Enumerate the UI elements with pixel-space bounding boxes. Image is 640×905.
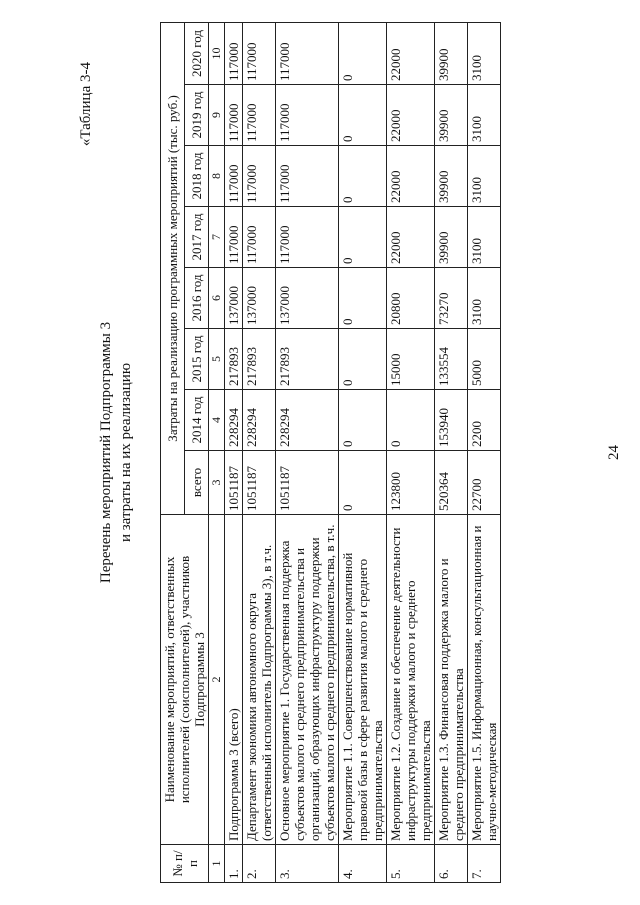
row-total-value: 520364 <box>435 451 468 515</box>
row-year-value: 22000 <box>387 85 435 146</box>
header-row-1 <box>161 22 185 882</box>
table-label: «Таблица 3-4 <box>78 62 94 147</box>
row-year-value: 117000 <box>276 146 339 207</box>
table-row <box>225 22 243 882</box>
table-title-line2: и затраты на их реализацию <box>118 362 134 543</box>
row-number: 4. <box>339 845 387 883</box>
row-name: Мероприятие 1.5. Информационная, консультационная и научно-методическая <box>468 515 501 845</box>
column-index: 7 <box>209 207 225 268</box>
header-year: 2014 год <box>185 390 209 451</box>
row-name: Мероприятие 1.3. Финансовая поддержка малого и среднего предпринимательства <box>435 515 468 845</box>
row-total-value: 1051187 <box>243 451 276 515</box>
row-year-value: 0 <box>339 85 387 146</box>
row-year-value: 39900 <box>435 207 468 268</box>
row-number: 1. <box>225 845 243 883</box>
row-year-value: 117000 <box>276 207 339 268</box>
row-year-value: 0 <box>339 146 387 207</box>
row-year-value: 217893 <box>276 329 339 390</box>
row-year-value: 22000 <box>387 22 435 84</box>
row-number: 7. <box>468 845 501 883</box>
row-total-value: 22700 <box>468 451 501 515</box>
column-index: 10 <box>209 22 225 84</box>
row-year-value: 117000 <box>243 85 276 146</box>
row-year-value: 0 <box>387 390 435 451</box>
row-year-value: 0 <box>339 207 387 268</box>
table-title <box>96 0 136 905</box>
header-year: 2019 год <box>185 85 209 146</box>
row-year-value: 228294 <box>225 390 243 451</box>
column-index: 4 <box>209 390 225 451</box>
table-row <box>243 22 276 882</box>
row-number: 2. <box>243 845 276 883</box>
page-number: 24 <box>606 445 622 460</box>
row-name: Департамент экономики автономного округа (ответственный исполнитель Подпрограммы 3), в т.ч. <box>243 515 276 845</box>
row-name: Мероприятие 1.1. Совершенствование нормативной правовой базы в сфере развития малого и среднего предпринимательства <box>339 515 387 845</box>
row-year-value: 3100 <box>468 268 501 329</box>
row-year-value: 137000 <box>225 268 243 329</box>
row-year-value: 22000 <box>387 146 435 207</box>
row-year-value: 3100 <box>468 22 501 84</box>
header-year: 2018 год <box>185 146 209 207</box>
row-year-value: 3100 <box>468 85 501 146</box>
table-row <box>387 22 435 882</box>
column-index: 3 <box>209 451 225 515</box>
table-body <box>225 22 501 882</box>
column-index: 5 <box>209 329 225 390</box>
column-index: 2 <box>209 515 225 845</box>
row-year-value: 117000 <box>243 22 276 84</box>
row-number: 5. <box>387 845 435 883</box>
row-number: 6. <box>435 845 468 883</box>
row-year-value: 39900 <box>435 146 468 207</box>
row-year-value: 117000 <box>225 85 243 146</box>
header-costs: Затраты на реализацию программных мероприятий (тыс. руб.) <box>161 22 185 514</box>
measures-table <box>160 22 501 883</box>
row-year-value: 3100 <box>468 146 501 207</box>
column-index: 8 <box>209 146 225 207</box>
row-year-value: 20800 <box>387 268 435 329</box>
row-year-value: 0 <box>339 329 387 390</box>
row-year-value: 137000 <box>276 268 339 329</box>
row-year-value: 5000 <box>468 329 501 390</box>
row-year-value: 117000 <box>276 22 339 84</box>
table-row <box>435 22 468 882</box>
row-year-value: 0 <box>339 22 387 84</box>
row-year-value: 2200 <box>468 390 501 451</box>
row-year-value: 39900 <box>435 85 468 146</box>
header-year: 2016 год <box>185 268 209 329</box>
header-name: Наименование мероприятий, ответственных исполнителей (соисполнителей), участников Подпрограммы 3 <box>161 515 209 845</box>
row-year-value: 217893 <box>243 329 276 390</box>
row-name: Подпрограмма 3 (всего) <box>225 515 243 845</box>
row-name: Мероприятие 1.2. Создание и обеспечение деятельности инфраструктуры поддержки малого и среднего предпринимательства <box>387 515 435 845</box>
row-year-value: 117000 <box>276 85 339 146</box>
header-total: всего <box>185 451 209 515</box>
row-year-value: 117000 <box>225 146 243 207</box>
column-index: 1 <box>209 845 225 883</box>
table-row <box>468 22 501 882</box>
row-year-value: 217893 <box>225 329 243 390</box>
row-year-value: 153940 <box>435 390 468 451</box>
row-year-value: 73270 <box>435 268 468 329</box>
row-year-value: 133554 <box>435 329 468 390</box>
header-num: № п/п <box>161 845 209 883</box>
row-year-value: 117000 <box>243 146 276 207</box>
row-year-value: 117000 <box>225 22 243 84</box>
row-total-value: 123800 <box>387 451 435 515</box>
row-year-value: 15000 <box>387 329 435 390</box>
row-year-value: 0 <box>339 268 387 329</box>
header-year: 2017 год <box>185 207 209 268</box>
table-row <box>276 22 339 882</box>
row-year-value: 117000 <box>225 207 243 268</box>
column-index: 9 <box>209 85 225 146</box>
table-row <box>339 22 387 882</box>
row-year-value: 137000 <box>243 268 276 329</box>
row-year-value: 0 <box>339 390 387 451</box>
row-number: 3. <box>276 845 339 883</box>
column-index-row <box>209 22 225 882</box>
column-index: 6 <box>209 268 225 329</box>
row-total-value: 0 <box>339 451 387 515</box>
row-name: Основное мероприятие 1. Государственная поддержка субъектов малого и среднего предпринимательства и организаций, образующих инфраструктуру поддержки субъектов малого и среднего предпринимательства, в т.ч. <box>276 515 339 845</box>
header-year: 2020 год <box>185 22 209 84</box>
table-title-line1: Перечень мероприятий Подпрограммы 3 <box>98 321 114 584</box>
row-year-value: 39900 <box>435 22 468 84</box>
header-year: 2015 год <box>185 329 209 390</box>
row-year-value: 228294 <box>276 390 339 451</box>
row-year-value: 22000 <box>387 207 435 268</box>
row-total-value: 1051187 <box>276 451 339 515</box>
row-year-value: 228294 <box>243 390 276 451</box>
row-year-value: 3100 <box>468 207 501 268</box>
row-total-value: 1051187 <box>225 451 243 515</box>
row-year-value: 117000 <box>243 207 276 268</box>
